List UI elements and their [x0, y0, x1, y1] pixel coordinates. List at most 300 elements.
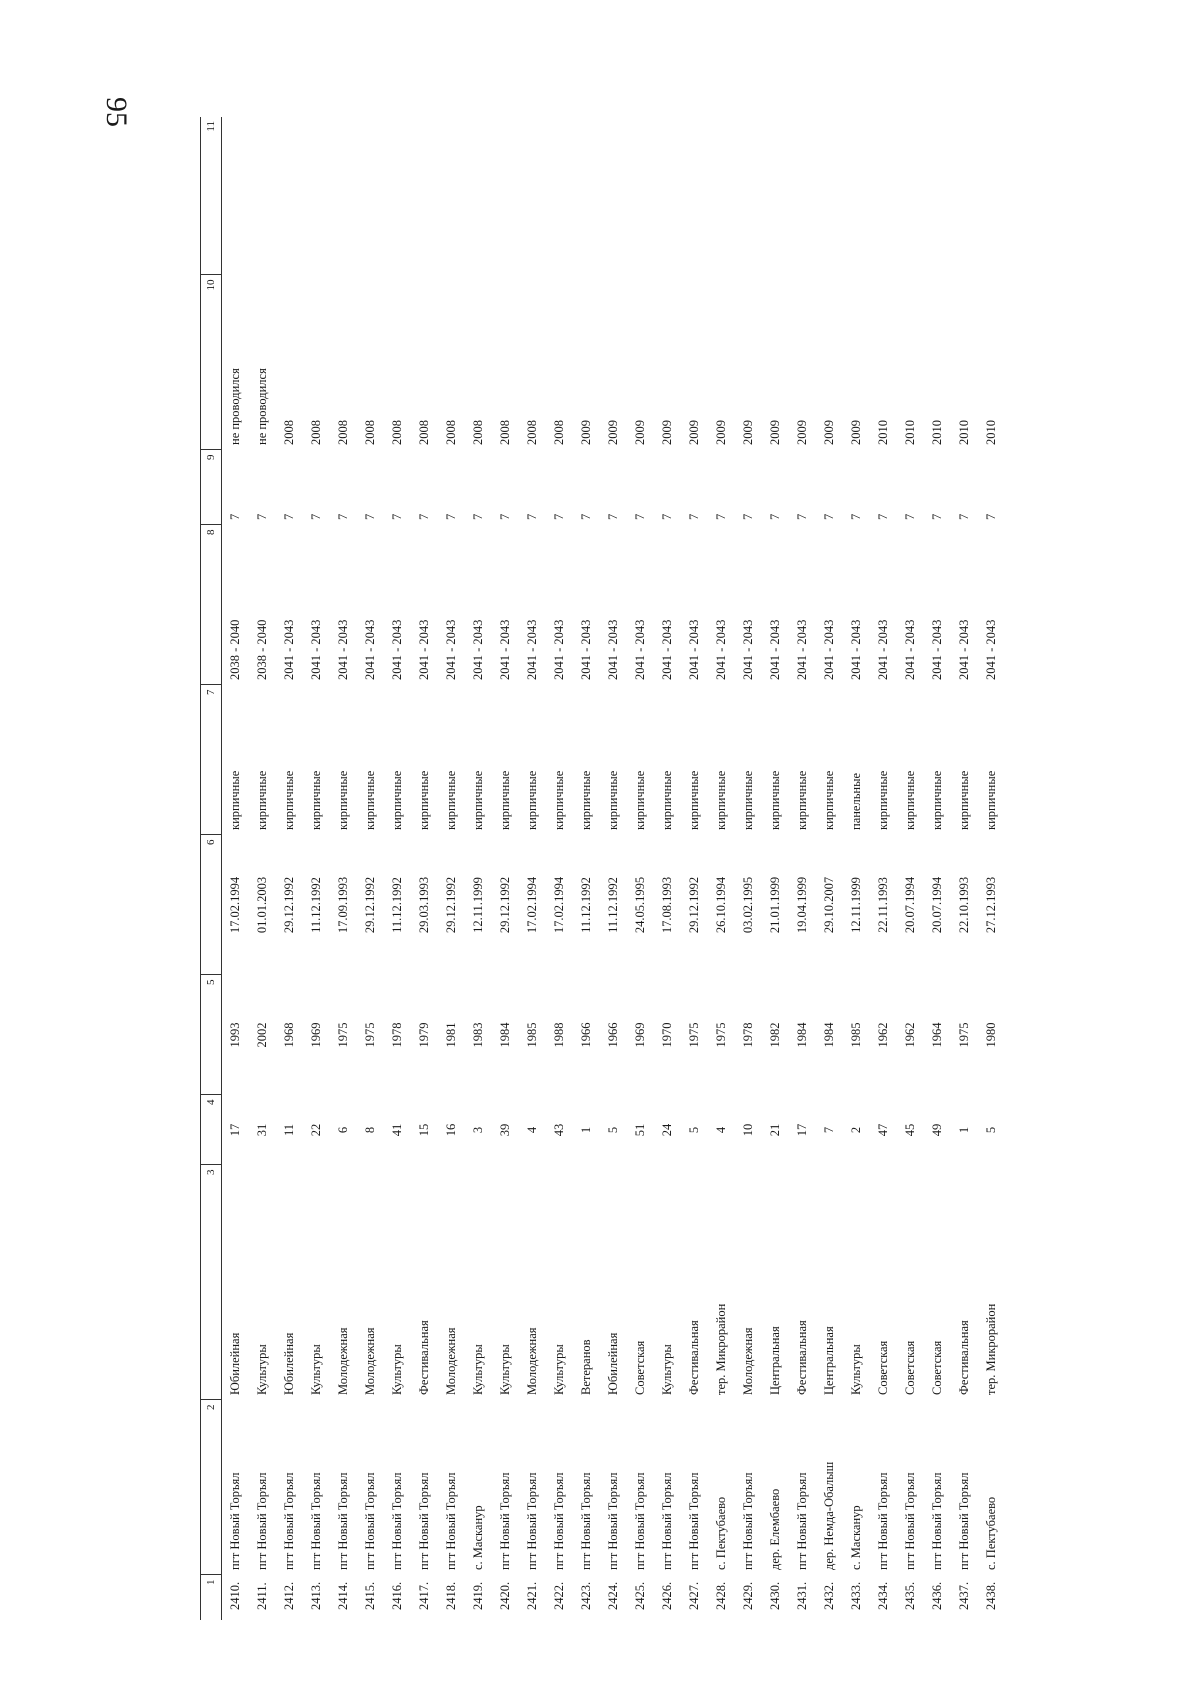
- table-cell: 2429.: [741, 1581, 755, 1610]
- table-cell: пгт Новый Торъял: [255, 1472, 269, 1570]
- table-cell: [384, 117, 411, 275]
- table-cell: Культуры: [471, 1344, 485, 1395]
- column-header: 6: [201, 835, 222, 975]
- table-cell: Молодежная: [741, 1327, 755, 1395]
- page-number: 95: [100, 97, 133, 127]
- table-cell: 22: [309, 1123, 323, 1137]
- table-cell: [276, 117, 303, 275]
- table-cell: пгт Новый Торъял: [876, 1472, 890, 1570]
- table-cell: 2008: [417, 420, 431, 445]
- table-cell: 31: [255, 1123, 269, 1137]
- table-cell: 22.11.1993: [876, 877, 890, 933]
- table-cell: [789, 117, 816, 275]
- table-cell: 7: [444, 513, 458, 520]
- table-cell: 26.10.1994: [714, 876, 728, 934]
- table-cell: 1970: [660, 1022, 674, 1048]
- table-cell: тер. Микрорайон: [714, 1303, 728, 1395]
- table-cell: 7: [822, 513, 836, 520]
- column-header: 2: [201, 1400, 222, 1575]
- table-cell: 45: [903, 1123, 917, 1137]
- table-cell: 2041 - 2043: [552, 619, 566, 680]
- table-cell: 2435.: [903, 1581, 917, 1610]
- table-row: [600, 117, 627, 1620]
- table-cell: 11.12.1992: [579, 877, 593, 933]
- table-cell: 2008: [525, 420, 539, 445]
- table-cell: пгт Новый Торъял: [930, 1472, 944, 1570]
- table-row: [789, 117, 816, 1620]
- table-cell: кирпичные: [498, 770, 512, 830]
- table-cell: [951, 117, 978, 275]
- table-cell: 2: [849, 1126, 863, 1134]
- table-cell: 17.02.1994: [552, 876, 566, 934]
- table-cell: 2041 - 2043: [849, 619, 863, 680]
- table-cell: пгт Новый Торъял: [660, 1472, 674, 1570]
- table-cell: 4: [525, 1126, 539, 1134]
- table-cell: 2421.: [525, 1581, 539, 1610]
- table-cell: 2009: [687, 420, 701, 445]
- table-cell: не проводился: [255, 368, 269, 445]
- table-cell: [627, 117, 654, 275]
- table-cell: 2038 - 2040: [228, 619, 242, 680]
- table-cell: 2438.: [984, 1581, 998, 1610]
- table-cell: 2008: [498, 420, 512, 445]
- table-cell: 1978: [741, 1022, 755, 1048]
- table-cell: 15: [417, 1123, 431, 1137]
- table-cell: пгт Новый Торъял: [903, 1472, 917, 1570]
- register-table-container: [200, 117, 998, 1620]
- table-cell: 1981: [444, 1022, 458, 1048]
- table-cell: пгт Новый Торъял: [309, 1472, 323, 1570]
- table-cell: 1962: [876, 1022, 890, 1048]
- table-cell: кирпичные: [957, 770, 971, 830]
- table-cell: Юбилейная: [228, 1332, 242, 1395]
- register-table: [200, 117, 1005, 1620]
- table-row: [978, 117, 1005, 1620]
- table-cell: 2410.: [228, 1581, 242, 1610]
- table-cell: [681, 117, 708, 275]
- table-cell: не проводился: [228, 368, 242, 445]
- table-cell: 51: [633, 1123, 647, 1137]
- table-cell: 10: [741, 1123, 755, 1137]
- table-cell: кирпичные: [282, 770, 296, 830]
- table-cell: кирпичные: [822, 770, 836, 830]
- table-cell: 2010: [984, 420, 998, 445]
- table-cell: 7: [687, 513, 701, 520]
- table-cell: 1993: [228, 1022, 242, 1048]
- table-cell: 1975: [336, 1022, 350, 1048]
- table-row: [519, 117, 546, 1620]
- table-cell: 29.12.1992: [687, 876, 701, 934]
- table-cell: кирпичные: [876, 770, 890, 830]
- table-cell: 1968: [282, 1022, 296, 1048]
- table-cell: Молодежная: [525, 1327, 539, 1395]
- table-cell: 12.11.1999: [849, 877, 863, 933]
- table-cell: 2009: [606, 420, 620, 445]
- table-cell: кирпичные: [984, 770, 998, 830]
- table-cell: 2427.: [687, 1581, 701, 1610]
- table-cell: [438, 117, 465, 275]
- table-cell: 27.12.1993: [984, 876, 998, 934]
- table-cell: Фестивальная: [687, 1320, 701, 1395]
- table-cell: 7: [903, 513, 917, 520]
- table-row: [276, 117, 303, 1620]
- table-cell: 2010: [876, 420, 890, 445]
- table-cell: с. Масканур: [471, 1505, 485, 1570]
- column-header: 7: [201, 685, 222, 835]
- table-cell: Ветеранов: [579, 1339, 593, 1395]
- table-cell: 2422.: [552, 1581, 566, 1610]
- table-cell: Советская: [903, 1340, 917, 1395]
- table-row: [492, 117, 519, 1620]
- table-cell: 7: [390, 513, 404, 520]
- table-row: [357, 117, 384, 1620]
- table-cell: 7: [714, 513, 728, 520]
- table-cell: [222, 117, 250, 275]
- table-cell: кирпичные: [471, 770, 485, 830]
- table-cell: 2417.: [417, 1581, 431, 1610]
- table-cell: 2008: [282, 420, 296, 445]
- table-cell: 17.09.1993: [336, 876, 350, 934]
- table-cell: 2041 - 2043: [444, 619, 458, 680]
- table-cell: 7: [768, 513, 782, 520]
- table-cell: 2008: [390, 420, 404, 445]
- table-row: [465, 117, 492, 1620]
- table-cell: 24: [660, 1123, 674, 1137]
- table-cell: пгт Новый Торъял: [957, 1472, 971, 1570]
- table-cell: Советская: [930, 1340, 944, 1395]
- table-cell: 1980: [984, 1022, 998, 1048]
- table-cell: 3: [471, 1126, 485, 1134]
- table-cell: 2041 - 2043: [984, 619, 998, 680]
- table-cell: 2041 - 2043: [660, 619, 674, 680]
- table-cell: 7: [984, 513, 998, 520]
- table-cell: пгт Новый Торъял: [282, 1472, 296, 1570]
- table-cell: 17.02.1994: [228, 876, 242, 934]
- table-cell: 2009: [795, 420, 809, 445]
- table-cell: 7: [660, 513, 674, 520]
- table-cell: 2041 - 2043: [768, 619, 782, 680]
- table-cell: 1982: [768, 1022, 782, 1048]
- table-cell: кирпичные: [579, 770, 593, 830]
- table-cell: 2418.: [444, 1581, 458, 1610]
- table-cell: 1988: [552, 1022, 566, 1048]
- table-body: [222, 117, 1006, 1620]
- table-cell: с. Масканур: [849, 1505, 863, 1570]
- table-cell: 2038 - 2040: [255, 619, 269, 680]
- table-row: [762, 117, 789, 1620]
- table-cell: 2009: [768, 420, 782, 445]
- table-cell: 11.12.1992: [606, 877, 620, 933]
- table-cell: 7: [255, 513, 269, 520]
- table-cell: 2426.: [660, 1581, 674, 1610]
- table-cell: Фестивальная: [795, 1320, 809, 1395]
- table-cell: 2041 - 2043: [363, 619, 377, 680]
- table-cell: 2041 - 2043: [957, 619, 971, 680]
- table-cell: Юбилейная: [606, 1332, 620, 1395]
- column-header: 9: [201, 450, 222, 525]
- table-cell: 7: [606, 513, 620, 520]
- table-cell: 2041 - 2043: [795, 619, 809, 680]
- table-cell: 21: [768, 1123, 782, 1137]
- table-cell: кирпичные: [768, 770, 782, 830]
- table-cell: 8: [363, 1126, 377, 1134]
- table-cell: Культуры: [255, 1344, 269, 1395]
- table-cell: 4: [714, 1126, 728, 1134]
- table-cell: пгт Новый Торъял: [633, 1472, 647, 1570]
- table-cell: кирпичные: [795, 770, 809, 830]
- table-cell: 16: [444, 1123, 458, 1137]
- table-cell: [708, 117, 735, 275]
- table-cell: 1975: [957, 1022, 971, 1048]
- table-cell: 5: [606, 1126, 620, 1134]
- table-cell: кирпичные: [363, 770, 377, 830]
- table-cell: 2041 - 2043: [930, 619, 944, 680]
- table-row: [654, 117, 681, 1620]
- table-cell: кирпичные: [741, 770, 755, 830]
- table-cell: 2041 - 2043: [498, 619, 512, 680]
- table-cell: Культуры: [309, 1344, 323, 1395]
- table-cell: 1975: [363, 1022, 377, 1048]
- table-cell: 5: [687, 1126, 701, 1134]
- table-cell: 1984: [498, 1022, 512, 1048]
- table-cell: 2415.: [363, 1581, 377, 1610]
- table-cell: 7: [471, 513, 485, 520]
- table-cell: 2041 - 2043: [417, 619, 431, 680]
- table-row: [843, 117, 870, 1620]
- table-cell: дер. Немда-Обалыш: [822, 1461, 836, 1570]
- table-cell: Культуры: [390, 1344, 404, 1395]
- table-cell: 2009: [849, 420, 863, 445]
- table-cell: Молодежная: [444, 1327, 458, 1395]
- table-cell: 2041 - 2043: [579, 619, 593, 680]
- table-cell: 2008: [336, 420, 350, 445]
- table-cell: 2008: [444, 420, 458, 445]
- table-cell: 01.01.2003: [255, 876, 269, 934]
- table-cell: 2010: [903, 420, 917, 445]
- column-header: 1: [201, 1575, 222, 1620]
- table-cell: 2433.: [849, 1581, 863, 1610]
- table-cell: пгт Новый Торъял: [417, 1472, 431, 1570]
- table-cell: Молодежная: [336, 1327, 350, 1395]
- table-cell: 2041 - 2043: [606, 619, 620, 680]
- column-header: 11: [201, 117, 222, 275]
- table-cell: Центральная: [768, 1326, 782, 1395]
- table-cell: 7: [741, 513, 755, 520]
- table-cell: 22.10.1993: [957, 876, 971, 934]
- table-cell: 7: [282, 513, 296, 520]
- table-cell: 2437.: [957, 1581, 971, 1610]
- table-cell: 17.08.1993: [660, 876, 674, 934]
- table-cell: 20.07.1994: [903, 876, 917, 934]
- table-cell: 2009: [660, 420, 674, 445]
- table-row: [546, 117, 573, 1620]
- table-cell: 2041 - 2043: [390, 619, 404, 680]
- table-cell: 17: [795, 1123, 809, 1137]
- table-cell: 1969: [633, 1022, 647, 1048]
- table-row: [951, 117, 978, 1620]
- table-cell: 12.11.1999: [471, 877, 485, 933]
- table-cell: 7: [795, 513, 809, 520]
- table-cell: 2041 - 2043: [714, 619, 728, 680]
- table-cell: [411, 117, 438, 275]
- table-cell: кирпичные: [552, 770, 566, 830]
- table-cell: 2008: [552, 420, 566, 445]
- table-cell: с. Пектубаево: [984, 1496, 998, 1570]
- table-row: [411, 117, 438, 1620]
- table-cell: дер. Елембаево: [768, 1488, 782, 1570]
- table-row: [924, 117, 951, 1620]
- table-cell: 7: [363, 513, 377, 520]
- table-cell: 2432.: [822, 1581, 836, 1610]
- table-row: [249, 117, 276, 1620]
- table-cell: 1975: [687, 1022, 701, 1048]
- table-cell: Советская: [633, 1340, 647, 1395]
- table-row: [681, 117, 708, 1620]
- table-cell: 7: [309, 513, 323, 520]
- table-row: [438, 117, 465, 1620]
- table-cell: 7: [633, 513, 647, 520]
- table-cell: [573, 117, 600, 275]
- table-cell: 2041 - 2043: [525, 619, 539, 680]
- table-cell: кирпичные: [930, 770, 944, 830]
- table-cell: пгт Новый Торъял: [336, 1472, 350, 1570]
- column-header: 3: [201, 1165, 222, 1400]
- table-cell: 2010: [930, 420, 944, 445]
- table-cell: 2041 - 2043: [903, 619, 917, 680]
- table-cell: [816, 117, 843, 275]
- table-cell: 1984: [795, 1022, 809, 1048]
- table-cell: 7: [930, 513, 944, 520]
- table-cell: 2009: [714, 420, 728, 445]
- table-row: [816, 117, 843, 1620]
- column-header: 10: [201, 275, 222, 450]
- table-cell: 2419.: [471, 1581, 485, 1610]
- table-cell: с. Пектубаево: [714, 1496, 728, 1570]
- table-cell: кирпичные: [903, 770, 917, 830]
- table-cell: 29.10.2007: [822, 876, 836, 934]
- table-cell: 2414.: [336, 1581, 350, 1610]
- table-cell: пгт Новый Торъял: [363, 1472, 377, 1570]
- table-cell: 39: [498, 1123, 512, 1137]
- table-cell: 2009: [741, 420, 755, 445]
- table-cell: 2041 - 2043: [336, 619, 350, 680]
- table-cell: 7: [957, 513, 971, 520]
- table-cell: 2041 - 2043: [687, 619, 701, 680]
- table-cell: 1962: [903, 1022, 917, 1048]
- table-cell: 1985: [525, 1022, 539, 1048]
- table-cell: 11.12.1992: [309, 877, 323, 933]
- table-cell: пгт Новый Торъял: [525, 1472, 539, 1570]
- table-cell: [600, 117, 627, 275]
- table-cell: кирпичные: [417, 770, 431, 830]
- table-cell: 2411.: [255, 1582, 269, 1610]
- table-cell: 1: [957, 1126, 971, 1134]
- table-cell: Культуры: [660, 1344, 674, 1395]
- table-cell: кирпичные: [525, 770, 539, 830]
- table-cell: Молодежная: [363, 1327, 377, 1395]
- table-row: [222, 117, 250, 1620]
- table-row: [708, 117, 735, 1620]
- table-cell: 2041 - 2043: [309, 619, 323, 680]
- table-cell: [897, 117, 924, 275]
- table-cell: 2423.: [579, 1581, 593, 1610]
- table-cell: [843, 117, 870, 275]
- table-cell: 49: [930, 1123, 944, 1137]
- table-cell: пгт Новый Торъял: [741, 1472, 755, 1570]
- table-cell: 21.01.1999: [768, 876, 782, 934]
- table-cell: 29.12.1992: [444, 876, 458, 934]
- table-cell: 2434.: [876, 1581, 890, 1610]
- table-cell: 7: [228, 513, 242, 520]
- table-cell: 1966: [606, 1022, 620, 1048]
- table-cell: 29.03.1993: [417, 876, 431, 934]
- table-cell: [465, 117, 492, 275]
- table-cell: кирпичные: [255, 770, 269, 830]
- table-cell: [492, 117, 519, 275]
- table-cell: 2413.: [309, 1581, 323, 1610]
- table-cell: кирпичные: [606, 770, 620, 830]
- table-cell: 2002: [255, 1022, 269, 1048]
- table-cell: 2424.: [606, 1581, 620, 1610]
- table-cell: Культуры: [849, 1344, 863, 1395]
- table-cell: 2041 - 2043: [741, 619, 755, 680]
- table-cell: 47: [876, 1123, 890, 1137]
- table-cell: пгт Новый Торъял: [228, 1472, 242, 1570]
- table-cell: 03.02.1995: [741, 876, 755, 934]
- table-cell: 2425.: [633, 1581, 647, 1610]
- table-row: [384, 117, 411, 1620]
- table-cell: пгт Новый Торъял: [687, 1472, 701, 1570]
- table-cell: 29.12.1992: [498, 876, 512, 934]
- table-cell: 7: [525, 513, 539, 520]
- table-cell: пгт Новый Торъял: [579, 1472, 593, 1570]
- table-cell: 17.02.1994: [525, 876, 539, 934]
- table-row: [573, 117, 600, 1620]
- table-cell: [654, 117, 681, 275]
- table-cell: Фестивальная: [417, 1320, 431, 1395]
- table-cell: [924, 117, 951, 275]
- table-cell: 1978: [390, 1022, 404, 1048]
- table-cell: тер. Микрорайон: [984, 1303, 998, 1395]
- table-row: [870, 117, 897, 1620]
- table-cell: кирпичные: [228, 770, 242, 830]
- table-cell: 1966: [579, 1022, 593, 1048]
- table-cell: 7: [876, 513, 890, 520]
- table-cell: 11: [282, 1123, 296, 1137]
- table-cell: кирпичные: [714, 770, 728, 830]
- table-cell: 1964: [930, 1022, 944, 1048]
- table-cell: 2009: [822, 420, 836, 445]
- table-cell: пгт Новый Торъял: [444, 1472, 458, 1570]
- table-cell: Культуры: [552, 1344, 566, 1395]
- table-row: [897, 117, 924, 1620]
- table-cell: пгт Новый Торъял: [795, 1472, 809, 1570]
- table-cell: 1984: [822, 1022, 836, 1048]
- table-cell: кирпичные: [444, 770, 458, 830]
- table-cell: кирпичные: [309, 770, 323, 830]
- table-cell: Культуры: [498, 1344, 512, 1395]
- table-cell: Советская: [876, 1340, 890, 1395]
- table-cell: пгт Новый Торъял: [552, 1472, 566, 1570]
- table-cell: 2009: [633, 420, 647, 445]
- table-cell: 11.12.1992: [390, 877, 404, 933]
- column-header: 5: [201, 975, 222, 1095]
- table-cell: 7: [579, 513, 593, 520]
- table-cell: 24.05.1995: [633, 876, 647, 934]
- column-header: 4: [201, 1095, 222, 1165]
- table-cell: 17: [228, 1123, 242, 1137]
- table-header-row: [201, 117, 222, 1620]
